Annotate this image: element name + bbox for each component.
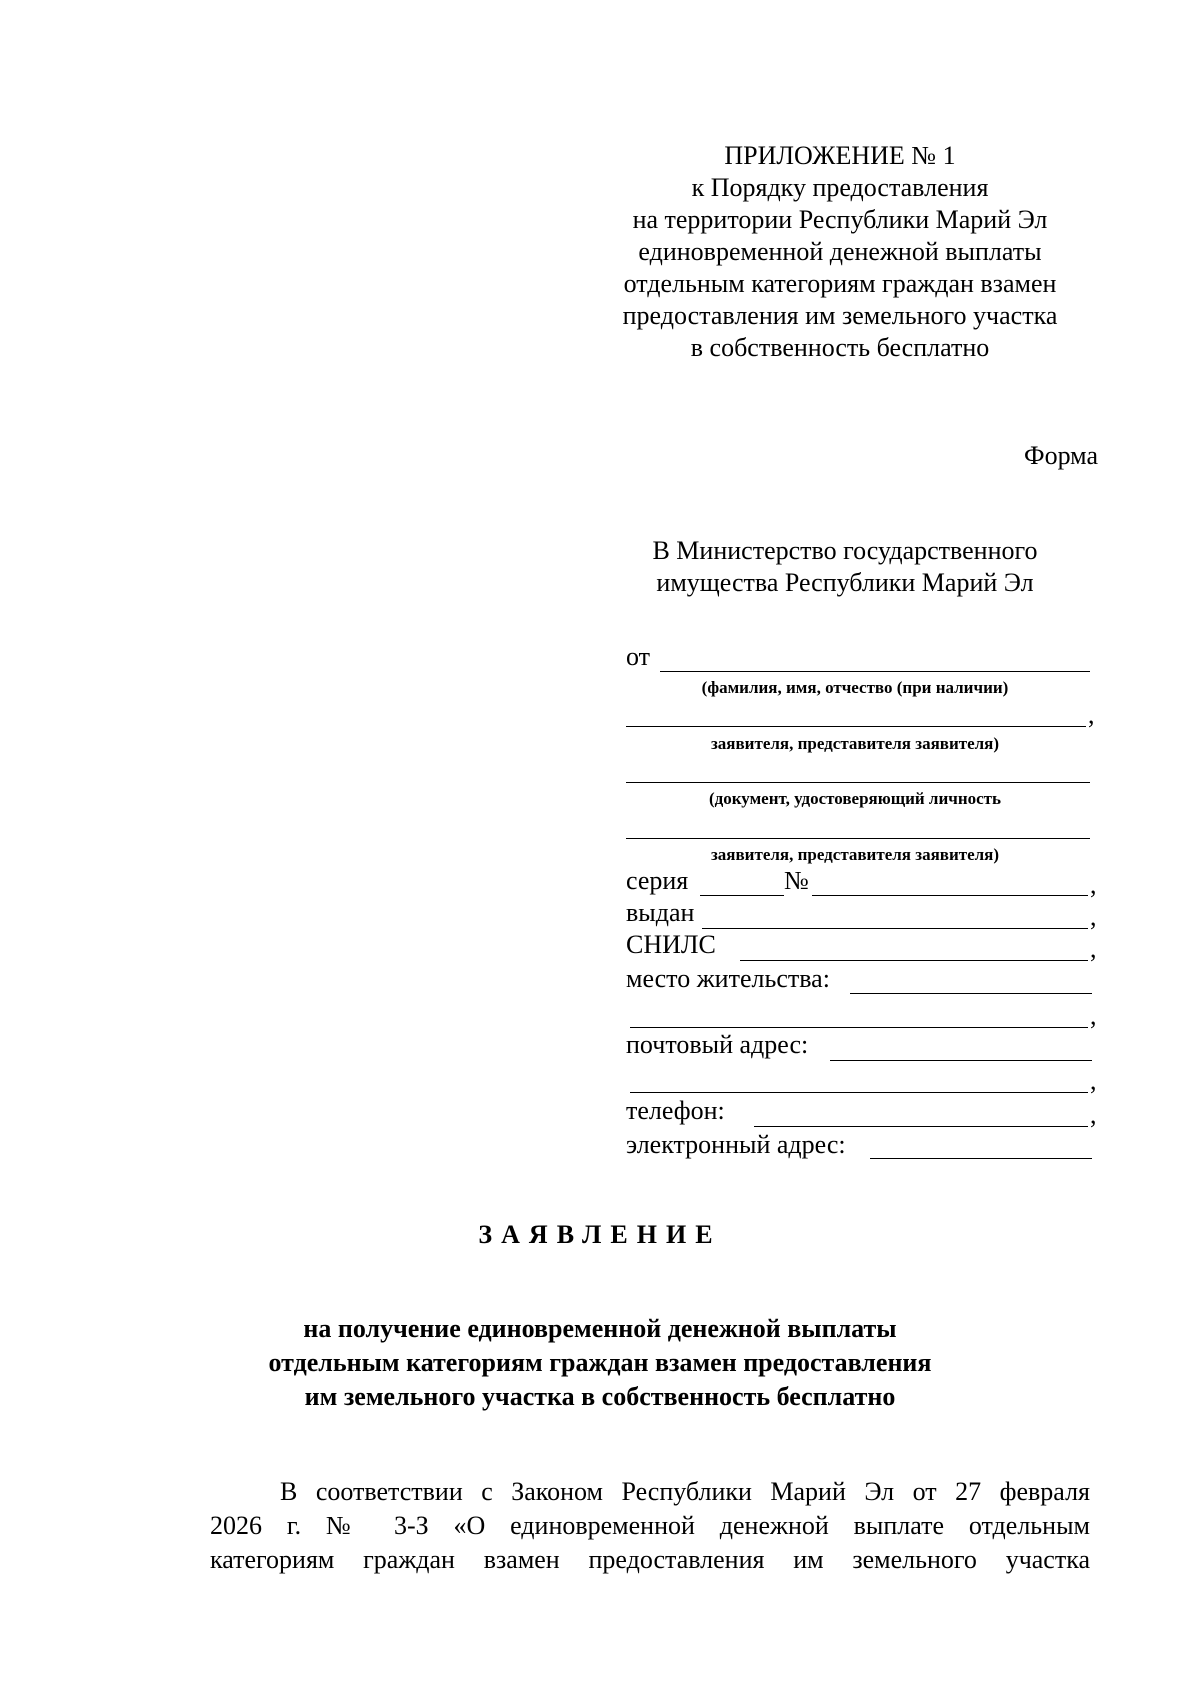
from-label: от — [626, 642, 651, 671]
addressee-line: В Министерство государственного — [652, 536, 1038, 565]
number-label: № — [784, 866, 809, 895]
statement-title: ЗАЯВЛЕНИЕ — [478, 1220, 722, 1249]
email-label: электронный адрес: — [626, 1130, 846, 1159]
residence-field[interactable] — [850, 993, 1092, 994]
subtitle-line: им земельного участка в собственность бесплатно — [304, 1382, 896, 1411]
appendix-header — [600, 140, 1080, 364]
series-label: серия — [626, 866, 689, 895]
body-line: категориям граждан взамен предоставления им земельного участка — [210, 1545, 1090, 1574]
subtitle-line: отдельным категориям граждан взамен предоставления — [268, 1348, 932, 1377]
issued-field[interactable] — [702, 928, 1088, 929]
postal-field[interactable] — [830, 1060, 1092, 1061]
appendix-line: отдельным категориям граждан взамен — [623, 269, 1057, 298]
snils-field[interactable] — [740, 960, 1088, 961]
document-field-2[interactable] — [626, 838, 1090, 839]
fio-field-2[interactable] — [626, 726, 1086, 727]
appendix-line: к Порядку предоставления — [691, 173, 989, 202]
body-line: В соответствии с Законом Республики Марий Эл от 27 февраля — [280, 1477, 1090, 1506]
snils-label: СНИЛС — [626, 930, 716, 959]
comma: , — [1090, 1001, 1097, 1030]
appendix-line: предоставления им земельного участка — [622, 301, 1058, 330]
comma: , — [1090, 870, 1097, 899]
comma: , — [1090, 902, 1097, 931]
email-field[interactable] — [870, 1158, 1092, 1159]
body-line: 2026 г. № 3-З «О единовременной денежной выплате отдельным — [210, 1511, 1090, 1540]
comma: , — [1088, 700, 1095, 729]
addressee-line: имущества Республики Марий Эл — [656, 568, 1034, 597]
statement-body — [210, 1475, 1090, 1577]
form-label: Форма — [1024, 441, 1098, 470]
subtitle-line: на получение единовременной денежной выплаты — [303, 1314, 897, 1343]
document-caption-2: заявителя, представителя заявителя) — [710, 845, 1000, 864]
appendix-line: единовременной денежной выплаты — [638, 237, 1042, 266]
postal-field-2[interactable] — [630, 1092, 1088, 1093]
fio-caption: (фамилия, имя, отчество (при наличии) — [701, 678, 1009, 697]
comma: , — [1090, 934, 1097, 963]
appendix-line: на территории Республики Марий Эл — [632, 205, 1048, 234]
statement-subtitle — [200, 1312, 1000, 1414]
residence-field-2[interactable] — [630, 1027, 1088, 1028]
addressee — [610, 535, 1080, 599]
comma: , — [1090, 1100, 1097, 1129]
fio-caption-2: заявителя, представителя заявителя) — [710, 734, 1000, 753]
document-field[interactable] — [626, 782, 1090, 783]
residence-label: место жительства: — [626, 964, 830, 993]
series-field[interactable] — [700, 895, 784, 896]
appendix-line: ПРИЛОЖЕНИЕ № 1 — [724, 141, 956, 170]
fio-field[interactable] — [660, 671, 1090, 672]
issued-label: выдан — [626, 898, 695, 927]
number-field[interactable] — [812, 895, 1088, 896]
comma: , — [1090, 1066, 1097, 1095]
phone-label: телефон: — [626, 1096, 725, 1125]
phone-field[interactable] — [754, 1126, 1088, 1127]
postal-label: почтовый адрес: — [626, 1030, 809, 1059]
document-caption: (документ, удостоверяющий личность — [708, 789, 1002, 808]
appendix-line: в собственность бесплатно — [690, 333, 990, 362]
